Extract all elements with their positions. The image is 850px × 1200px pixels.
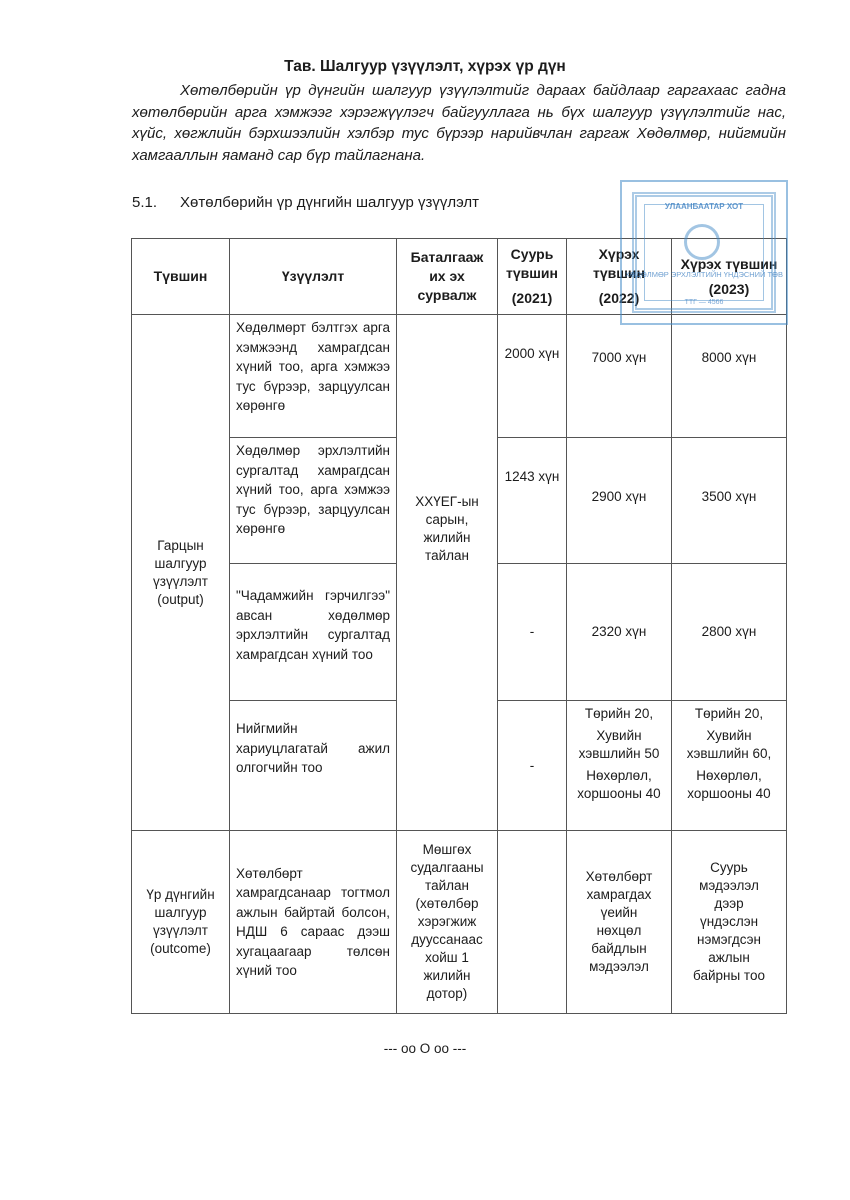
target-2023-cell: 2800 хүн xyxy=(672,564,787,701)
target-2023-cell: Суурь мэдээлэл дээр үндэслэн нэмэгдсэн ажлын байрны тоо xyxy=(672,831,787,1014)
outcome-level-cell: Үр дүнгийн шалгуур үзүүлэлт (outcome) xyxy=(132,831,230,1014)
indicator-cell: "Чадамжийн гэрчилгээ" авсан хөдөлмөр эрхлэлтийн сургалтад хамрагдсан хүний тоо xyxy=(230,564,397,701)
header-baseline-year: (2021) xyxy=(511,290,553,306)
indicator-cell: Хөдөлмөрт бэлтгэх арга хэмжээнд хамрагдсан хүний тоо, арга хэмжээ тус бүрээр, зарцуулсан хөрөнгө xyxy=(230,315,397,438)
intro-text: Хөтөлбөрийн үр дүнгийн шалгуур үзүүлэлтийг дараах байдлаар гаргахаас гадна хөтөлбөрийн арга хэмжээг хэрэгжүүлэгч байгууллага нь бүх шалгуур үзүүлэлтийг нас, хүйс, хөгжлийн бэрхшээлийн хэлбэр тус бүрээр нарийвчлан гаргаж Хөдөлмөр, нийгмийн хамгааллын яаманд сар бүр тайлагнана. xyxy=(132,82,786,164)
header-target-2022-year: (2022) xyxy=(598,290,640,306)
target-2022-cell xyxy=(567,701,672,831)
indicator-cell: Хөтөлбөрт хамрагдсанаар тогтмол ажлын байртай болсон, НДШ 6 сараас дээш хугацаагаар төлсөн хүний тоо xyxy=(230,831,397,1014)
section-title: Хөтөлбөрийн үр дүнгийн шалгуур үзүүлэлт xyxy=(180,194,480,211)
target-2022-cell: 7000 хүн xyxy=(567,315,672,438)
target-2023-line: Хувийн хэвшлийн 60, xyxy=(686,728,772,761)
baseline-cell: - xyxy=(498,701,567,831)
target-2023-cell: 8000 хүн xyxy=(672,315,787,438)
baseline-cell xyxy=(498,831,567,1014)
indicator-cell: Хөдөлмөр эрхлэлтийн сургалтад хамрагдсан хүний тоо, арга хэмжээ тус бүрээр, зарцуулсан хөрөнгө xyxy=(230,438,397,564)
target-2022-line: Нөхөрлөл, хоршооны 40 xyxy=(577,768,661,801)
header-target-2023-label: Хүрэх түвшин xyxy=(680,255,778,272)
stamp-org: ХӨДӨЛМӨР ЭРХЛЭЛТИЙН ҮНДЭСНИЙ ТӨВ xyxy=(625,270,783,279)
target-2022-cell: 2900 хүн xyxy=(567,438,672,564)
target-2022-cell: 2320 хүн xyxy=(567,564,672,701)
header-target-2022 xyxy=(567,239,672,315)
header-source: Баталгааж их эх сурвалж xyxy=(397,239,498,315)
target-2022-line: Төрийн 20, xyxy=(584,706,654,721)
header-target-2023-year: (2023) xyxy=(708,280,750,297)
header-target-2023 xyxy=(672,239,787,315)
outcome-source-cell: Мөшгөх судалгааны тайлан (хөтөлбөр хэрэгжиж дууссанаас хойш 1 жилийн дотор) xyxy=(397,831,498,1014)
stamp-city: УЛААНБААТАР ХОТ xyxy=(664,202,744,211)
target-2023-line: Нөхөрлөл, хоршооны 40 xyxy=(687,768,771,801)
target-2023-cell: 3500 хүн xyxy=(672,438,787,564)
page-title: Тав. Шалгуур үзүүлэлт, хүрэх үр дүн xyxy=(284,58,566,75)
target-2023-line: Төрийн 20, xyxy=(694,706,764,721)
table-row xyxy=(132,831,787,1014)
stamp-code: ТТГ — 4566 xyxy=(684,299,724,306)
intro-paragraph xyxy=(132,80,786,166)
indicator-cell: Нийгмийн хариуцлагатай ажил олгогчийн тоо xyxy=(230,701,397,831)
table-row xyxy=(132,315,787,438)
header-baseline xyxy=(498,239,567,315)
document-end-marker: --- oo O oo --- xyxy=(383,1041,467,1056)
target-2022-cell: Хөтөлбөрт хамрагдах үеийн нөхцөл байдлын мэдээлэл xyxy=(567,831,672,1014)
section-number: 5.1. xyxy=(132,194,158,211)
section-heading xyxy=(132,194,479,211)
header-baseline-label: Суурь түвшин xyxy=(506,246,558,281)
table-header-row xyxy=(132,239,787,315)
output-source-cell: ХХҮЕГ-ын сарын, жилийн тайлан xyxy=(397,315,498,831)
output-level-cell: Гарцын шалгуур үзүүлэлт (output) xyxy=(132,315,230,831)
header-indicator: Үзүүлэлт xyxy=(230,239,397,315)
criteria-table xyxy=(131,238,787,1014)
baseline-cell: 1243 хүн xyxy=(498,438,567,564)
target-2022-line: Хувийн хэвшлийн 50 xyxy=(578,728,660,761)
header-level: Түвшин xyxy=(132,239,230,315)
header-target-2022-label: Хүрэх түвшин xyxy=(593,246,645,281)
baseline-cell: - xyxy=(498,564,567,701)
baseline-cell: 2000 хүн xyxy=(498,315,567,438)
target-2023-cell xyxy=(672,701,787,831)
